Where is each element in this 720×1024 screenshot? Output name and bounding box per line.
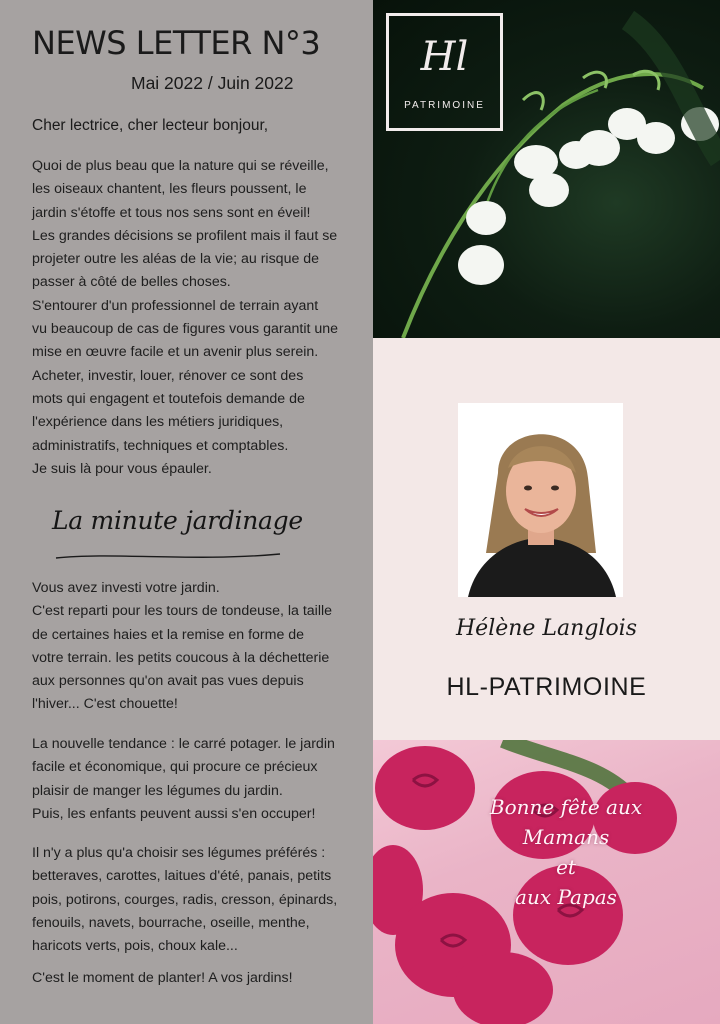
gardening-paragraph-1 bbox=[32, 577, 368, 717]
intro-line: Je suis là pour vous épauler. bbox=[32, 460, 212, 477]
intro-line: jardin s'étoffe et tous nos sens sont en éveil! bbox=[32, 204, 311, 221]
intro-line: administratifs, techniques et comptables. bbox=[32, 437, 289, 454]
gardening-line: l'hiver... C'est chouette! bbox=[32, 696, 178, 713]
greeting: Cher lectrice, cher lecteur bonjour, bbox=[32, 117, 269, 134]
intro-line: mise en œuvre facile et un avenir plus serein. bbox=[32, 344, 319, 361]
intro-line: passer à côté de belles choses. bbox=[32, 274, 231, 291]
intro-line: Les grandes décisions se profilent mais il faut se bbox=[32, 227, 338, 244]
intro-line: projeter outre les aléas de la vie; au risque de bbox=[32, 251, 320, 268]
gardening-paragraph-2 bbox=[32, 733, 368, 826]
roses-photo bbox=[373, 740, 720, 1024]
intro-line: S'entourer d'un professionnel de terrain ayant bbox=[32, 297, 319, 314]
intro-line: mots qui engagent et toutefois demande de bbox=[32, 390, 305, 407]
gardening-line: facile et économique, qui procure ce précieux bbox=[32, 759, 318, 776]
hl-patrimoine-logo bbox=[386, 13, 503, 131]
celebration-line: Mamans bbox=[522, 825, 610, 849]
celebration-line: aux Papas bbox=[515, 885, 617, 909]
gardening-line: Il n'y a plus qu'a choisir ses légumes préférés : bbox=[32, 845, 326, 861]
intro-line: l'expérience dans les métiers juridiques, bbox=[32, 414, 284, 431]
gardening-line: plaisir de manger les légumes du jardin. bbox=[32, 782, 283, 799]
gardening-line: La nouvelle tendance : le carré potager. le jardin bbox=[32, 736, 335, 752]
gardening-line: Vous avez investi votre jardin. bbox=[32, 580, 220, 596]
logo-monogram: Hl bbox=[420, 34, 469, 80]
gardening-line: C'est le moment de planter! A vos jardins! bbox=[32, 970, 293, 986]
logo-wordmark: PATRIMOINE bbox=[404, 100, 485, 111]
newsletter-title: NEWS LETTER N°3 bbox=[32, 24, 321, 62]
gardening-line: fenouils, navets, bourrache, oseille, menthe, bbox=[32, 914, 310, 931]
celebration-line: et bbox=[556, 855, 576, 879]
gardening-line: C'est reparti pour les tours de tondeuse, la taille bbox=[32, 603, 333, 620]
gardening-line: votre terrain. les petits coucous à la déchetterie bbox=[32, 649, 330, 666]
lily-of-the-valley-photo bbox=[373, 0, 720, 338]
portrait-photo bbox=[458, 403, 623, 597]
signature-name: Hélène Langlois bbox=[455, 616, 638, 641]
issue-date: Mai 2022 / Juin 2022 bbox=[131, 73, 294, 93]
gardening-line: betteraves, carottes, laitues d'été, panais, petits bbox=[32, 868, 332, 885]
newsletter-image-column bbox=[373, 0, 720, 1024]
intro-line: Quoi de plus beau que la nature qui se réveille, bbox=[32, 158, 329, 174]
heading-flourish bbox=[54, 548, 284, 564]
gardening-heading: La minute jardinage bbox=[52, 506, 303, 535]
gardening-line: Puis, les enfants peuvent aussi s'en occuper! bbox=[32, 805, 316, 822]
portrait-illustration bbox=[458, 403, 623, 597]
gardening-paragraph-3 bbox=[32, 842, 368, 958]
intro-line: Acheter, investir, louer, rénover ce sont des bbox=[32, 367, 304, 384]
celebration-line: Bonne fête aux bbox=[489, 795, 643, 819]
gardening-line: de certaines haies et la remise en forme de bbox=[32, 626, 305, 643]
company-name: HL-PATRIMOINE bbox=[446, 673, 647, 701]
intro-line: les oiseaux chantent, les fleurs poussent, le bbox=[32, 181, 307, 198]
celebration-message bbox=[421, 792, 711, 912]
gardening-paragraph-4 bbox=[32, 967, 368, 990]
gardening-line: pois, potirons, courges, radis, cresson, épinards, bbox=[32, 891, 338, 908]
intro-line: vu beaucoup de cas de figures vous garantit une bbox=[32, 321, 339, 338]
gardening-line: haricots verts, pois, choux kale... bbox=[32, 938, 238, 955]
intro-paragraph bbox=[32, 155, 368, 481]
profile-panel bbox=[373, 338, 720, 740]
gardening-line: aux personnes qu'on avait pas vues depuis bbox=[32, 673, 304, 690]
